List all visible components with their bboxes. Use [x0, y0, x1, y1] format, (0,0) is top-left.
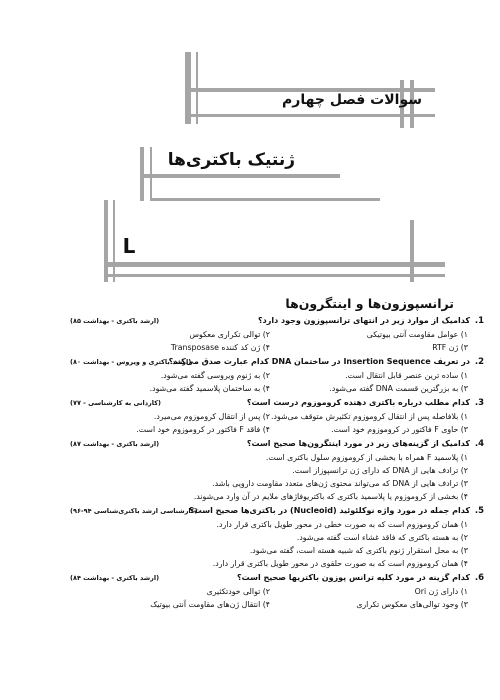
option-row [70, 466, 470, 479]
header-line [105, 274, 445, 277]
answer-option: ۱) دارای ژن Ori [414, 587, 468, 596]
answer-option: ۱) ساده ترین عنصر قابل انتقال است. [345, 371, 468, 380]
question-line [70, 356, 484, 371]
answer-option: ۲) به هسته باکتری که فاقد غشاء است گفته می‌شود. [296, 533, 468, 542]
answer-option: ۱) همان کروموزوم است که به صورت خطی در محور طویل باکتری قرار دارد. [216, 520, 468, 529]
answer-option: ۴) فاقد F فاکتور در کروموزوم خود است. [136, 425, 270, 434]
option-row [70, 479, 470, 492]
question-line [70, 572, 484, 587]
option-row [70, 384, 470, 397]
answer-option: ۳) ترادف هایی از DNA که می‌تواند محتوی ژن‌های متعدد مقاومت دارویی باشد. [212, 479, 468, 488]
option-row [70, 520, 470, 533]
question-number: .5 [474, 506, 484, 516]
answer-option: ۳) ژن RTF [432, 343, 468, 352]
chapter-subtitle: ژنتیک باکتری‌ها [167, 150, 295, 170]
answer-option: ۲) ترادف هایی از DNA که دارای ژن ترانسپوزاز است. [292, 466, 468, 475]
answer-option: ۳) به بزرگترین قسمت DNA گفته می‌شود. [329, 384, 468, 393]
answer-option: ۴) به ساختمان پلاسمید گفته می‌شود. [149, 384, 270, 393]
question-line [70, 438, 484, 453]
question-block [70, 356, 484, 397]
question-line [70, 397, 484, 412]
option-row [70, 492, 470, 505]
header-line [190, 114, 435, 117]
answer-option: ۴) بخشی از کروموزوم یا پلاسمید باکتری که باکتریوفاژهای ملایم در آن وارد می‌شوند. [193, 492, 468, 501]
header-line [105, 262, 445, 267]
answer-option: ۳) به محل استقرار ژنوم باکتری که شبیه هسته است، گفته می‌شود. [249, 546, 468, 555]
section-title: ترانسپوزون‌ها و اینتگرون‌ها [285, 296, 454, 311]
question-text: کدامیک از موارد زیر در انتهای ترانسپوزون وجود دارد؟ [257, 316, 470, 325]
option-row [70, 343, 470, 356]
question-block [70, 315, 484, 356]
option-row [70, 587, 470, 600]
answer-option: ۴) همان کروموزوم است که به صورت حلقوی در محور طویل باکتری قرار دارد. [212, 559, 468, 568]
question-list [70, 315, 484, 613]
header-line [140, 174, 340, 178]
answer-option: ۴) ژن کد کننده Transposase [170, 343, 270, 352]
question-line [70, 315, 484, 330]
question-text: کدام گزینه در مورد کلیه ترانس پوزون باکتریها صحیح است؟ [236, 573, 470, 582]
chapter-title: سوالات فصل چهارم [282, 92, 422, 108]
option-row [70, 330, 470, 343]
answer-option: ۱) بلافاصله پس از انتقال کروموزوم تکثیرش متوقف می‌شود. [271, 412, 468, 421]
question-text: در تعریف Insertion Sequence در ساختمان DNA کدام عبارت صدق می‌کند؟ [168, 357, 470, 366]
question-block [70, 572, 484, 613]
option-row [70, 546, 470, 559]
question-line [70, 505, 484, 520]
question-text: کدام جمله در مورد واژه نوکلئوئید (Nucleoid) در باکتری‌ها صحیح است؟ [189, 506, 470, 515]
answer-option: ۳) وجود توالی‌های معکوس تکراری [356, 600, 468, 609]
question-block [70, 397, 484, 438]
question-source: (ارشد باکتری - بهداشت ۸۴) [70, 574, 160, 582]
chapter-letter: L [122, 234, 136, 258]
question-number: .3 [474, 398, 484, 408]
option-row [70, 425, 470, 438]
answer-option: ۲) توالی خودتکثیری [206, 587, 270, 596]
question-number: .6 [474, 573, 484, 583]
chapter-header [0, 0, 500, 290]
option-row [70, 600, 470, 613]
question-block [70, 505, 484, 572]
answer-option: ۲) پس از انتقال کروموزوم می‌میرد. [153, 412, 270, 421]
answer-option: ۲) به ژنوم ویروسی گفته می‌شود. [160, 371, 270, 380]
answer-option: ۴) انتقال ژن‌های مقاومت آنتی بیوتیک [150, 600, 270, 609]
answer-option: ۱) پلاسمید F همراه با بخشی از کروموزوم سلول باکتری است. [265, 453, 468, 462]
question-source: (ارشد باکتری - بهداشت ۸۷) [70, 440, 160, 448]
header-line [410, 220, 414, 282]
question-number: .4 [474, 439, 484, 449]
question-text: کدامیک از گزینه‌های زیر در مورد اینتگرون‌ها صحیح است؟ [246, 439, 470, 448]
question-source: (کارشناسی ارشد باکتری‌شناسی ۹۴-۹۶) [70, 507, 198, 515]
header-line [113, 200, 115, 282]
option-row [70, 453, 470, 466]
option-row [70, 559, 470, 572]
question-block [70, 438, 484, 505]
option-row [70, 533, 470, 546]
option-row [70, 412, 470, 425]
option-row [70, 371, 470, 384]
header-line [104, 200, 108, 282]
answer-option: ۱) عوامل مقاومت آنتی بیوتیکی [366, 330, 468, 339]
question-text: کدام مطلب درباره باکتری دهنده کروموزوم درست است؟ [246, 398, 470, 407]
header-line [150, 198, 380, 201]
question-source: (کاردانی به کارشناسی - ۷۷) [70, 399, 161, 407]
answer-option: ۲) توالی تکراری معکوس [189, 330, 270, 339]
question-source: (ارشد باکتری - بهداشت ۸۵) [70, 317, 160, 325]
question-number: .2 [474, 357, 484, 367]
question-source: (ارشد باکتری و ویروس - بهداشت ۸۰) [70, 358, 192, 366]
question-number: .1 [474, 316, 484, 326]
answer-option: ۳) حاوی F فاکتور در کروموزوم خود است. [331, 425, 468, 434]
